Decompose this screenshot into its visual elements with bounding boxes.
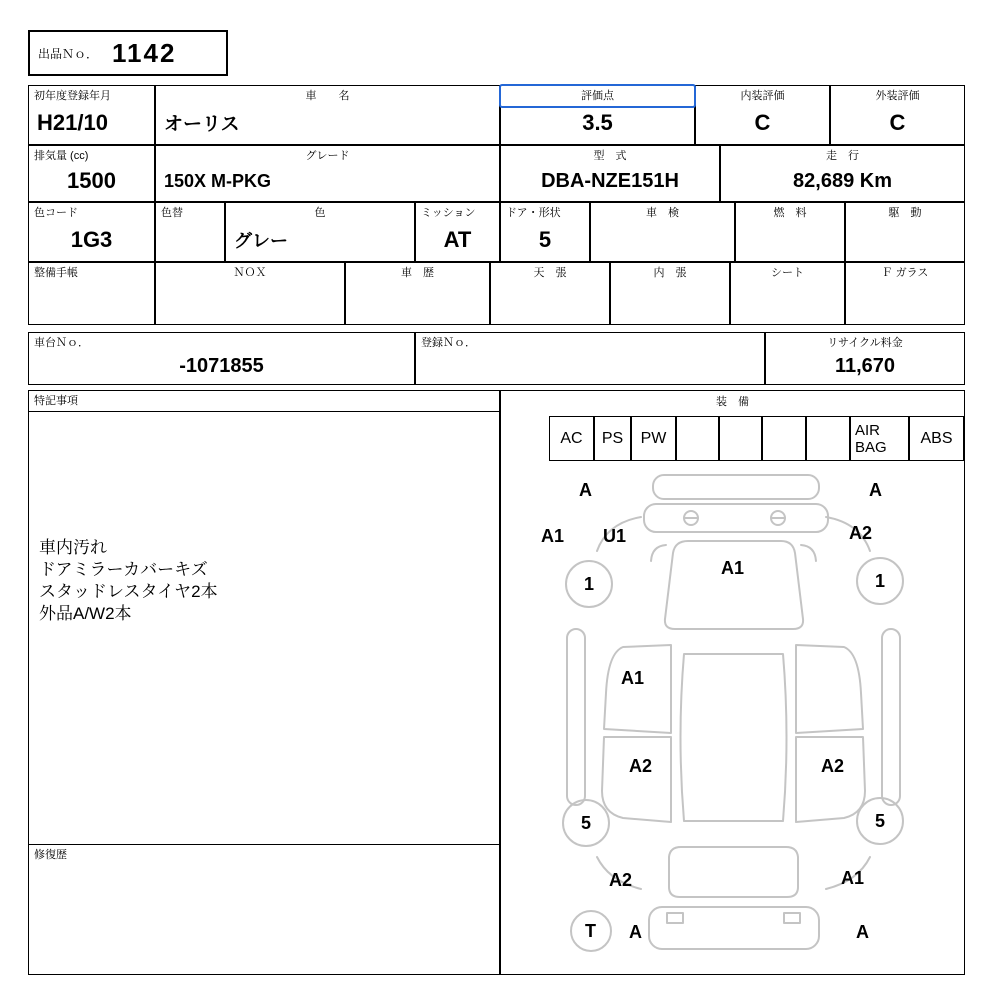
damage-mark-a2: A2 [849, 523, 873, 543]
equipment-cell-airbag: AIR BAG [850, 416, 909, 461]
damage-mark-a1: A1 [621, 668, 645, 688]
field-grade [155, 145, 500, 202]
seat-label: シート [771, 267, 804, 279]
nox-label: ＮＯＸ [233, 267, 267, 279]
model-code-value: DBA-NZE151H [541, 169, 679, 192]
maintenance-book-label: 整備手帳 [34, 267, 78, 279]
field-headliner [490, 262, 610, 325]
note-line: スタッドレスタイヤ2本 [39, 582, 218, 601]
registration-number-label: 登録Ｎｏ． [421, 337, 476, 349]
damage-marks-layer [501, 461, 966, 976]
damage-mark-a1: A1 [541, 526, 565, 546]
exterior-grade-value: C [889, 109, 906, 135]
damage-mark-u1: U1 [603, 526, 627, 546]
color-code-label: 色コード [34, 207, 78, 219]
headliner-label: 天 張 [533, 267, 567, 279]
recycle-fee-value: 11,670 [834, 354, 896, 377]
drive-label: 駆 動 [888, 207, 922, 219]
mileage-label: 走 行 [826, 150, 859, 162]
field-inspection [590, 202, 735, 262]
damage-mark-a: A [856, 922, 869, 942]
lot-number-value: 1142 [112, 37, 177, 68]
color-label: 色 [314, 207, 326, 219]
repair-history-label: 修復歴 [34, 849, 67, 861]
notes-section [28, 390, 500, 975]
field-door-lining [610, 262, 730, 325]
field-color-change [155, 202, 225, 262]
damage-mark-t: T [585, 921, 596, 941]
note-line: ドアミラーカバーキズ [39, 560, 208, 579]
field-color-code [28, 202, 155, 262]
chassis-number-label: 車台Ｎｏ． [34, 337, 89, 349]
exterior-grade-label: 外装評価 [875, 90, 920, 102]
field-doors [500, 202, 590, 262]
chassis-number-value: -1071855 [179, 354, 264, 377]
registration-number-value [416, 350, 764, 384]
field-color [225, 202, 415, 262]
damage-mark-a2: A2 [629, 756, 653, 776]
grade-value: 150X M-PKG [164, 170, 272, 191]
field-score [500, 85, 695, 145]
field-drive [845, 202, 965, 262]
field-model-code [500, 145, 720, 202]
note-line: 外品A/W2本 [39, 604, 132, 623]
field-mileage [720, 145, 965, 202]
color-code-value: 1G3 [70, 226, 113, 252]
damage-mark-a1: A1 [841, 868, 865, 888]
note-line: 車内汚れ [39, 538, 107, 557]
field-displacement [28, 145, 155, 202]
doors-label: ドア・形状 [506, 207, 561, 219]
field-front-glass [845, 262, 965, 325]
first-registration-label: 初年度登録年月 [34, 90, 111, 102]
damage-mark-a: A [579, 480, 592, 500]
equipment-cell-ps: PS [594, 416, 631, 461]
lot-number-label: 出品Ｎｏ． [38, 46, 99, 61]
equipment-cell-ac: AC [549, 416, 594, 461]
recycle-fee-label: リサイクル料金 [827, 337, 903, 349]
score-label: 評価点 [581, 90, 614, 102]
field-exterior-grade [830, 85, 965, 145]
damage-mark-1: 1 [875, 571, 886, 591]
damage-mark-5: 5 [875, 811, 886, 831]
interior-grade-value: C [754, 109, 771, 135]
model-code-label: 型 式 [593, 150, 627, 162]
equipment-section [500, 390, 965, 975]
damage-mark-a: A [869, 480, 882, 500]
displacement-label: 排気量 (cc) [34, 150, 89, 162]
displacement-value: 1500 [67, 168, 116, 193]
first-registration-value: H21/10 [37, 109, 108, 135]
field-fuel [735, 202, 845, 262]
damage-mark-a1: A1 [721, 558, 745, 578]
drive-value [846, 220, 964, 261]
equipment-cell-empty [676, 416, 719, 461]
transmission-label: ミッション [421, 207, 476, 219]
score-value: 3.5 [582, 109, 613, 135]
door-lining-label: 内 張 [653, 267, 687, 279]
field-transmission [415, 202, 500, 262]
damage-mark-1: 1 [584, 574, 595, 594]
equipment-cell-empty [719, 416, 762, 461]
inspection-value [591, 220, 734, 261]
field-car-history [345, 262, 490, 325]
field-chassis-number [28, 332, 415, 385]
color-change-value [156, 220, 224, 261]
field-maintenance-book [28, 262, 155, 325]
color-change-label: 色替 [161, 207, 183, 219]
mileage-value: 82,689 Km [793, 169, 892, 192]
grade-label: グレード [305, 150, 350, 162]
field-registration-number [415, 332, 765, 385]
field-interior-grade [695, 85, 830, 145]
field-car-name [155, 85, 500, 145]
doors-value: 5 [538, 226, 552, 252]
field-first-registration [28, 85, 155, 145]
car-name-label: 車 名 [305, 90, 350, 102]
repair-history-section [29, 844, 499, 862]
car-name-value: オーリス [164, 114, 240, 135]
car-history-label: 車 歴 [401, 267, 434, 279]
front-glass-label: Ｆ ガラス [881, 267, 929, 279]
field-seat [730, 262, 845, 325]
lot-number-box [28, 30, 228, 76]
transmission-value: AT [443, 226, 472, 252]
damage-mark-5: 5 [581, 813, 592, 833]
notes-label: 特記事項 [29, 391, 499, 412]
car-damage-diagram [501, 461, 966, 976]
equipment-cell-empty [806, 416, 850, 461]
equipment-label: 装 備 [716, 396, 749, 408]
damage-mark-a2: A2 [609, 870, 633, 890]
field-recycle-fee [765, 332, 965, 385]
equipment-cell-abs: ABS [909, 416, 964, 461]
fuel-value [736, 220, 844, 261]
equipment-cell-empty [762, 416, 806, 461]
interior-grade-label: 内装評価 [740, 90, 785, 102]
field-nox [155, 262, 345, 325]
color-value: グレー [234, 230, 288, 251]
damage-mark-a: A [629, 922, 642, 942]
notes-text [39, 537, 218, 625]
equipment-cell-pw: PW [631, 416, 676, 461]
inspection-label: 車 検 [646, 207, 679, 219]
fuel-label: 燃 料 [773, 207, 807, 219]
damage-mark-a2: A2 [821, 756, 845, 776]
